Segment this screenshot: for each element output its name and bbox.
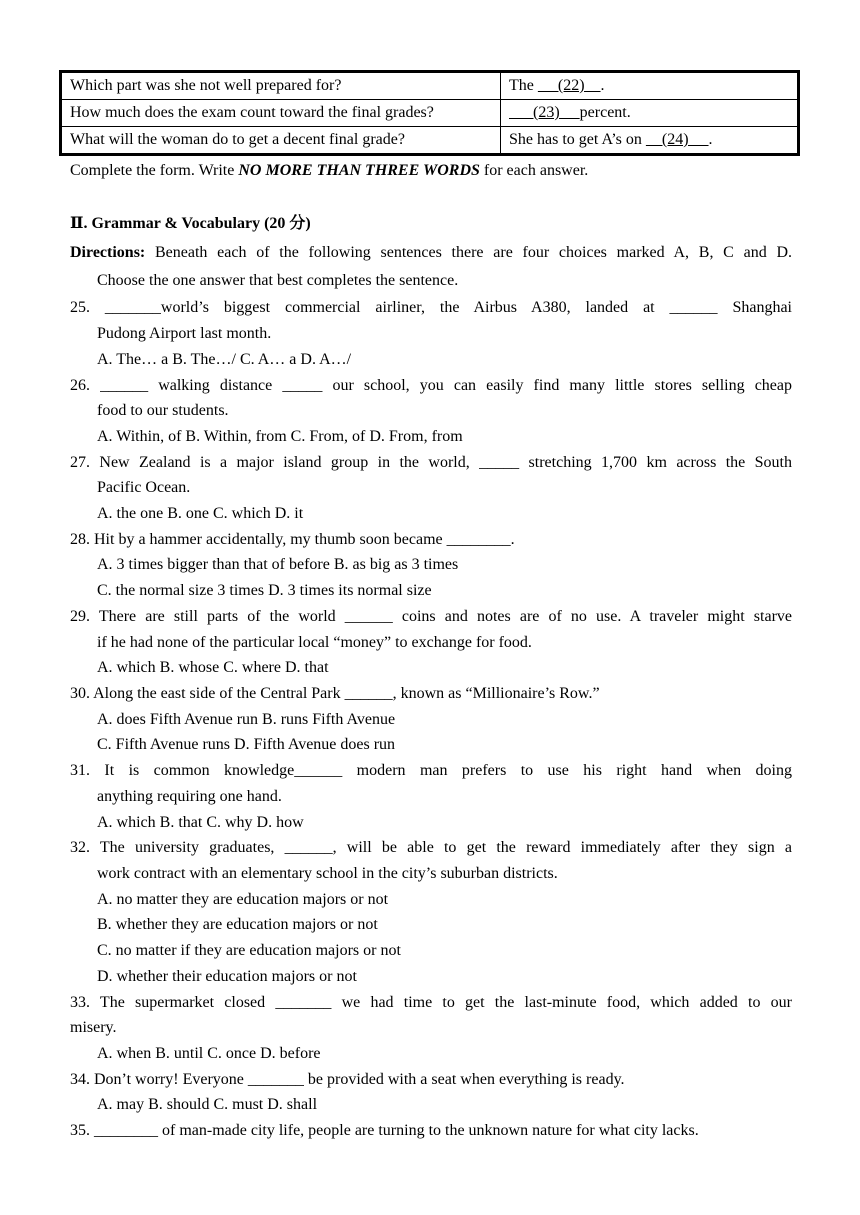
instruction-text: for each answer. (479, 162, 589, 179)
form-question: Which part was she not well prepared for? (61, 72, 501, 100)
form-answer (501, 72, 799, 100)
question-28-options: C. the normal size 3 times D. 3 times its normal size (97, 582, 432, 599)
question-31-options: A. which B. that C. why D. how (97, 814, 304, 831)
answer-blank-23: (23) (509, 104, 580, 121)
answer-prefix: She has to get A’s on (509, 131, 646, 148)
answer-blank-22: (22) (537, 77, 601, 94)
answer-form-table (59, 70, 800, 156)
directions-line (70, 242, 792, 264)
form-question: How much does the exam count toward the final grades? (61, 100, 501, 127)
question-25-cont: Pudong Airport last month. (97, 325, 272, 342)
question-28: 28. Hit by a hammer accidentally, my thumb soon became ________. (70, 531, 515, 548)
question-30: 30. Along the east side of the Central Park ______, known as “Millionaire’s Row.” (70, 685, 600, 702)
question-35: 35. ________ of man-made city life, people are turning to the unknown nature for what city lacks. (70, 1122, 699, 1139)
question-33-cont: misery. (70, 1019, 117, 1036)
instruction-text: Complete the form. Write (70, 162, 239, 179)
question-26: 26. ______ walking distance _____ our school, you can easily find many little stores selling cheap (70, 377, 792, 394)
question-31: 31. It is common knowledge______ modern man prefers to use his right hand when doing (70, 762, 792, 779)
question-30-options: A. does Fifth Avenue run B. runs Fifth Avenue (97, 711, 396, 728)
table-row (61, 100, 799, 127)
question-32-cont: work contract with an elementary school in the city’s suburban districts. (97, 865, 558, 882)
question-29: 29. There are still parts of the world ______ coins and notes are of no use. A traveler might starve (70, 608, 792, 625)
instruction-emphasis: NO MORE THAN THREE WORDS (238, 162, 480, 179)
question-26-cont: food to our students. (97, 402, 229, 419)
answer-prefix: The (509, 77, 538, 94)
section-title: Ⅱ. Grammar & Vocabulary (20 分) (70, 215, 311, 232)
question-31-cont: anything requiring one hand. (97, 788, 282, 805)
question-34-options: A. may B. should C. must D. shall (97, 1096, 318, 1113)
question-33-options: A. when B. until C. once D. before (97, 1045, 321, 1062)
question-32-option-d: D. whether their education majors or not (97, 968, 357, 985)
question-33: 33. The supermarket closed _______ we had time to get the last-minute food, which added to our (70, 994, 792, 1011)
question-26-options: A. Within, of B. Within, from C. From, of D. From, from (97, 428, 463, 445)
form-instruction (70, 160, 792, 182)
question-32-option-a: A. no matter they are education majors or not (97, 891, 389, 908)
form-answer (501, 127, 799, 155)
table-row (61, 127, 799, 155)
question-29-cont: if he had none of the particular local “money” to exchange for food. (97, 634, 532, 651)
question-27: 27. New Zealand is a major island group in the world, _____ stretching 1,700 km across the South (70, 454, 792, 471)
directions-line: Choose the one answer that best completes the sentence. (97, 272, 459, 289)
question-27-cont: Pacific Ocean. (97, 479, 191, 496)
answer-suffix: . (708, 131, 713, 148)
directions-label: Directions: (70, 244, 146, 261)
answer-blank-24: (24) (645, 131, 709, 148)
question-32-option-b: B. whether they are education majors or not (97, 916, 378, 933)
form-answer (501, 100, 799, 127)
table-row (61, 72, 799, 100)
answer-suffix: . (600, 77, 605, 94)
question-30-options: C. Fifth Avenue runs D. Fifth Avenue does run (97, 736, 396, 753)
question-28-options: A. 3 times bigger than that of before B. as big as 3 times (97, 556, 459, 573)
question-32-option-c: C. no matter if they are education majors or not (97, 942, 401, 959)
form-question: What will the woman do to get a decent final grade? (61, 127, 501, 155)
directions-text: Beneath each of the following sentences there are four choices marked A, B, C and D. (145, 244, 792, 261)
question-32: 32. The university graduates, ______, will be able to get the reward immediately after they sign a (70, 839, 792, 856)
question-25-options: A. The… a B. The…/ C. A… a D. A…/ (97, 351, 352, 368)
question-34: 34. Don’t worry! Everyone _______ be provided with a seat when everything is ready. (70, 1071, 625, 1088)
question-27-options: A. the one B. one C. which D. it (97, 505, 304, 522)
answer-suffix: percent. (579, 104, 631, 121)
question-29-options: A. which B. whose C. where D. that (97, 659, 329, 676)
question-25: 25. _______world’s biggest commercial airliner, the Airbus A380, landed at ______ Shanghai (70, 299, 792, 316)
